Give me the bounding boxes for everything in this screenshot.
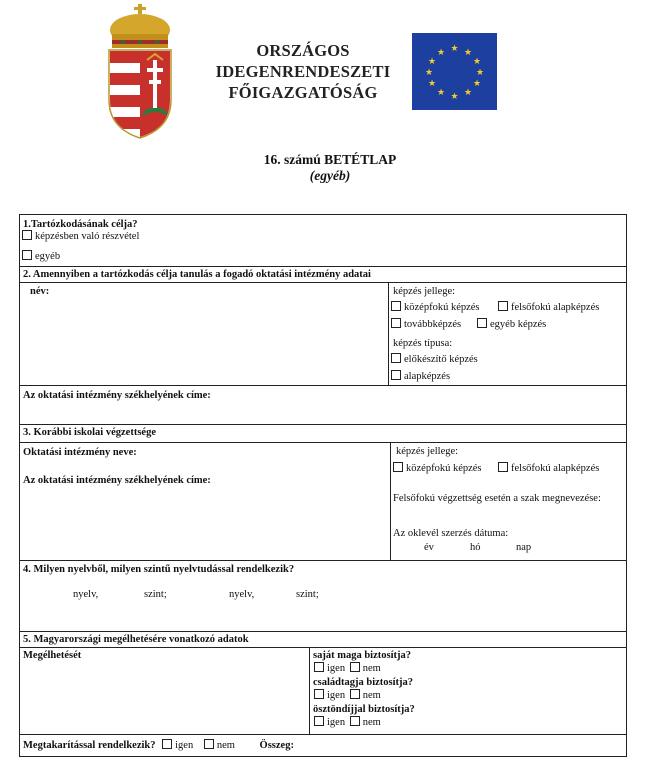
option-secondary <box>391 301 480 314</box>
level-1-label: szint; <box>144 589 167 600</box>
svg-text:★: ★ <box>475 68 485 78</box>
svg-text:★: ★ <box>472 57 482 67</box>
option-higher <box>498 301 599 314</box>
language-2-label: nyelv, <box>229 589 255 600</box>
question-family: családtagja biztosítja? <box>313 677 414 688</box>
option-further <box>391 318 461 331</box>
option-study <box>22 230 139 243</box>
self-yes-label: igen <box>327 663 346 674</box>
option-other <box>22 250 60 263</box>
checkbox-savings-yes[interactable] <box>162 739 172 749</box>
checkbox-scholarship-no[interactable] <box>350 716 360 726</box>
savings-row <box>23 739 294 752</box>
prev-option-higher-label: felsőfokú alapképzés <box>511 463 600 474</box>
svg-text:★: ★ <box>427 57 437 67</box>
answer-self <box>314 662 381 675</box>
option-other-label: egyéb <box>35 251 61 262</box>
svg-text:★: ★ <box>463 88 473 98</box>
svg-text:★: ★ <box>424 68 434 78</box>
scholarship-yes-label: igen <box>327 717 346 728</box>
option-secondary-label: középfokú képzés <box>404 302 480 313</box>
option-preparatory <box>391 353 478 366</box>
svg-text:★: ★ <box>472 79 482 89</box>
family-no-label: nem <box>362 690 381 701</box>
hungarian-coat-of-arms-icon <box>103 4 177 140</box>
svg-text:★: ★ <box>427 79 437 89</box>
svg-text:★: ★ <box>436 48 446 58</box>
divider <box>309 647 310 734</box>
organization-name <box>208 40 398 103</box>
checkbox-scholarship-yes[interactable] <box>314 716 324 726</box>
divider <box>20 631 626 632</box>
option-preparatory-label: előkészítő képzés <box>404 354 478 365</box>
org-line-2: IDEGENRENDESZETI <box>215 62 391 81</box>
option-further-label: továbbképzés <box>404 319 462 330</box>
prev-institution-name-label: Oktatási intézmény neve: <box>23 447 137 458</box>
savings-yes-label: igen <box>175 740 194 751</box>
checkbox-other[interactable] <box>22 250 32 260</box>
prev-institution-address-label: Az oktatási intézmény székhelyének címe: <box>23 475 211 486</box>
subsistence-label: Megélhetését <box>23 650 82 661</box>
divider <box>390 442 391 560</box>
svg-text:★: ★ <box>450 92 459 102</box>
svg-text:★: ★ <box>463 48 473 58</box>
option-other-training <box>477 318 546 331</box>
checkbox-savings-no[interactable] <box>204 739 214 749</box>
self-no-label: nem <box>362 663 381 674</box>
date-month-label: hó <box>470 542 481 553</box>
section-1-title: 1.Tartózkodásának célja? <box>23 219 138 230</box>
savings-label: Megtakarítással rendelkezik? <box>23 740 156 751</box>
section-5-title: 5. Magyarországi megélhetésére vonatkozó adatok <box>23 634 249 645</box>
option-study-label: képzésben való részvétel <box>35 231 140 242</box>
org-line-1: ORSZÁGOS <box>256 41 350 60</box>
major-label: Felsőfokú végzettség esetén a szak megnevezése: <box>393 493 601 504</box>
training-nature-label: képzés jellege: <box>393 286 456 297</box>
section-2-title: 2. Amennyiben a tartózkodás célja tanulás a fogadó oktatási intézmény adatai <box>23 269 371 280</box>
checkbox-higher[interactable] <box>498 301 508 311</box>
level-2-label: szint; <box>296 589 319 600</box>
divider <box>388 282 389 385</box>
scholarship-no-label: nem <box>362 717 381 728</box>
divider <box>20 734 626 735</box>
answer-scholarship <box>314 716 381 729</box>
prev-training-nature-label: képzés jellege: <box>396 446 459 457</box>
section-3-title: 3. Korábbi iskolai végzettsége <box>23 427 156 438</box>
training-type-label: képzés típusa: <box>393 338 453 349</box>
divider <box>20 266 626 267</box>
question-self: saját maga biztosítja? <box>313 650 411 661</box>
divider <box>20 442 626 443</box>
prev-option-higher <box>498 462 599 475</box>
checkbox-basic[interactable] <box>391 370 401 380</box>
org-line-3: FŐIGAZGATÓSÁG <box>228 83 378 102</box>
svg-text:★: ★ <box>450 44 459 54</box>
divider <box>20 385 626 386</box>
option-other-training-label: egyéb képzés <box>490 319 547 330</box>
checkbox-self-no[interactable] <box>350 662 360 672</box>
checkbox-prev-secondary[interactable] <box>393 462 403 472</box>
savings-no-label: nem <box>216 740 235 751</box>
page-header <box>0 0 660 150</box>
answer-family <box>314 689 381 702</box>
name-label: név: <box>30 286 50 297</box>
question-scholarship: ösztöndíjjal biztosítja? <box>313 704 415 715</box>
form-table <box>19 214 627 757</box>
divider <box>20 647 626 648</box>
diploma-date-label: Az oklevél szerzés dátuma: <box>393 528 509 539</box>
checkbox-preparatory[interactable] <box>391 353 401 363</box>
checkbox-secondary[interactable] <box>391 301 401 311</box>
date-day-label: nap <box>516 542 532 553</box>
option-higher-label: felsőfokú alapképzés <box>511 302 600 313</box>
checkbox-prev-higher[interactable] <box>498 462 508 472</box>
divider <box>20 424 626 425</box>
form-title-main: 16. számú BETÉTLAP <box>263 152 397 167</box>
form-title <box>0 152 660 184</box>
option-basic-label: alapképzés <box>404 371 451 382</box>
institution-address-label: Az oktatási intézmény székhelyének címe: <box>23 390 211 401</box>
checkbox-further[interactable] <box>391 318 401 328</box>
option-basic <box>391 370 450 383</box>
language-1-label: nyelv, <box>73 589 99 600</box>
family-yes-label: igen <box>327 690 346 701</box>
sum-label: Összeg: <box>259 740 294 751</box>
checkbox-family-yes[interactable] <box>314 689 324 699</box>
eu-flag-icon <box>412 33 497 110</box>
checkbox-self-yes[interactable] <box>314 662 324 672</box>
section-4-title: 4. Milyen nyelvből, milyen szintű nyelvtudással rendelkezik? <box>23 564 295 575</box>
svg-text:★: ★ <box>436 88 446 98</box>
checkbox-other-training[interactable] <box>477 318 487 328</box>
divider <box>20 282 626 283</box>
form-title-sub: (egyéb) <box>309 168 351 183</box>
date-year-label: év <box>424 542 434 553</box>
prev-option-secondary <box>393 462 482 475</box>
prev-option-secondary-label: középfokú képzés <box>406 463 482 474</box>
divider <box>20 560 626 561</box>
checkbox-study[interactable] <box>22 230 32 240</box>
checkbox-family-no[interactable] <box>350 689 360 699</box>
